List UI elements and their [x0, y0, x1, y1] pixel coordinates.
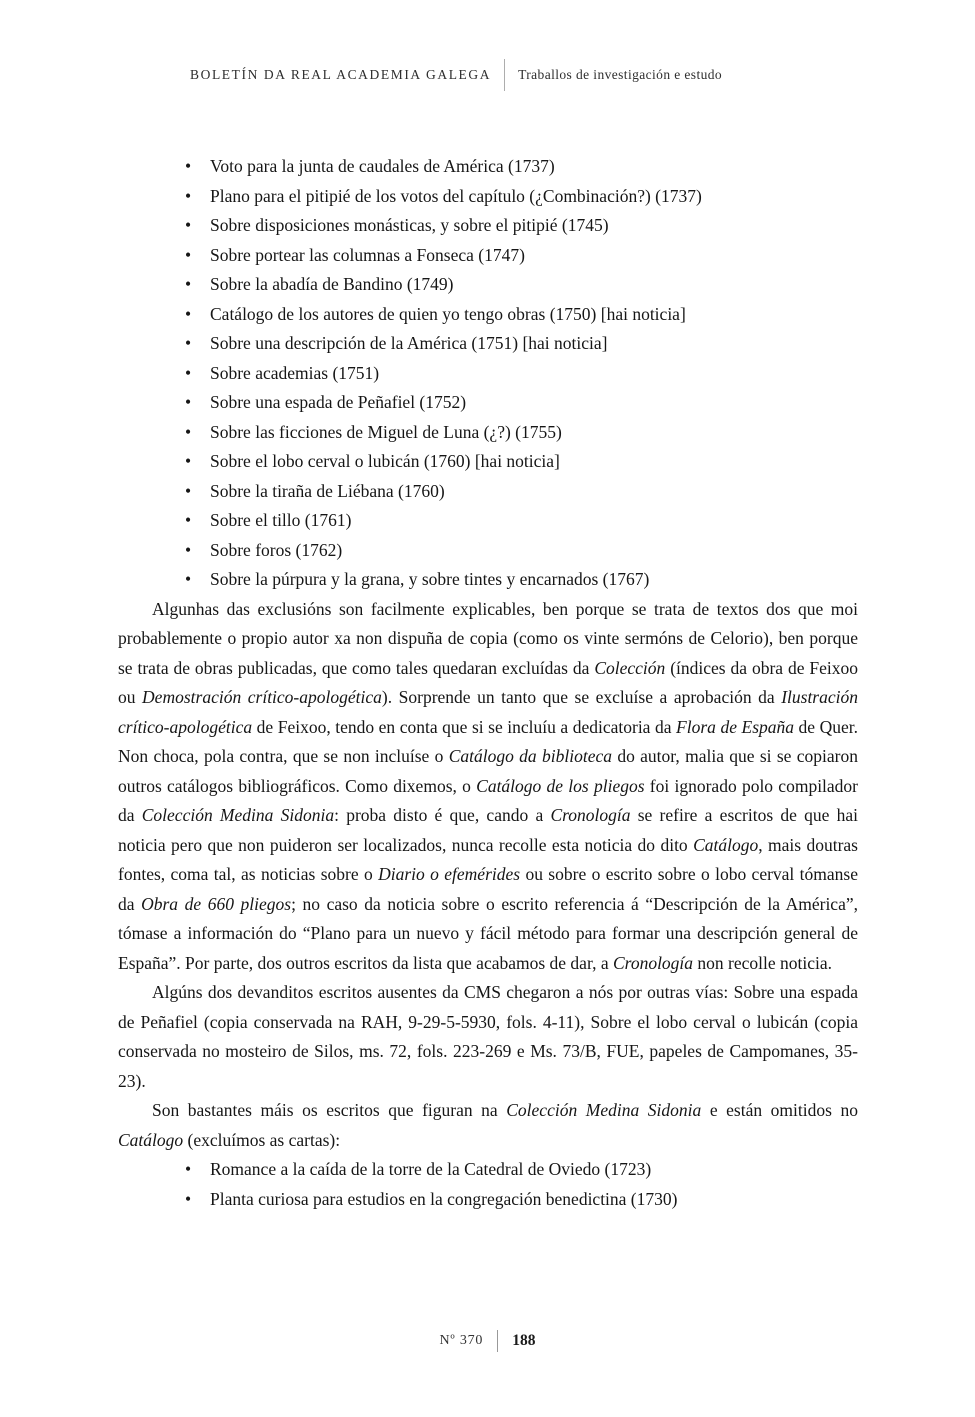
list-item — [118, 359, 858, 389]
list-item — [118, 506, 858, 536]
list-item — [118, 536, 858, 566]
bullet-icon — [185, 152, 191, 182]
bullet-icon — [185, 270, 191, 300]
bullet-icon — [185, 359, 191, 389]
bullet-icon — [185, 536, 191, 566]
bullet-icon — [185, 1185, 191, 1215]
header-divider — [504, 59, 505, 91]
list-item-text: Romance a la caída de la torre de la Catedral de Oviedo (1723) — [210, 1159, 652, 1179]
body-paragraphs — [118, 595, 858, 1156]
list-item-text: Catálogo de los autores de quien yo tengo obras (1750) [hai noticia] — [210, 303, 686, 324]
list-item-text: Sobre la púrpura y la grana, y sobre tintes y encarnados (1767) — [210, 569, 650, 589]
bullet-icon — [185, 329, 191, 359]
list-item-text: Sobre una descripción de la América (1751) [hai noticia] — [210, 333, 608, 353]
list-item-text: Sobre la tiraña de Liébana (1760) — [210, 480, 445, 501]
list-item — [118, 1155, 858, 1185]
list-item — [118, 418, 858, 448]
list-item-text: Plano para el pitipié de los votos del capítulo (¿Combinación?) (1737) — [210, 185, 702, 206]
list-item-text: Sobre la abadía de Bandino (1749) — [210, 274, 454, 294]
list-item-text: Voto para la junta de caudales de América (1737) — [210, 156, 555, 176]
works-list-secondary — [118, 1155, 858, 1214]
list-item — [118, 565, 858, 595]
bullet-icon — [185, 418, 191, 448]
paragraph: Algúns dos devanditos escritos ausentes da CMS chegaron a nós por outras vías: Sobre una espada de Peñafiel (copia conservada na RAH, 9-29-5-5930, fols. 4-11), Sobre el lobo cerval o lubicán (copia conservada no mosteiro de Silos, ms. 72, fols. 223-269 e Ms. 73/B, FUE, papeles de Campomanes, 35-23). — [118, 982, 858, 1091]
section-title: Traballos de investigación e estudo — [518, 67, 723, 82]
page-header — [190, 58, 722, 92]
list-item-text: Planta curiosa para estudios en la congregación benedictina (1730) — [210, 1188, 678, 1209]
list-item — [118, 182, 858, 212]
list-item-text: Sobre disposiciones monásticas, y sobre el pitipié (1745) — [210, 215, 609, 235]
bullet-icon — [185, 1155, 191, 1185]
list-item — [118, 477, 858, 507]
bullet-icon — [185, 388, 191, 418]
works-list-primary — [118, 152, 858, 595]
list-item — [118, 211, 858, 241]
list-item-text: Sobre el tillo (1761) — [210, 510, 352, 530]
bullet-icon — [185, 241, 191, 271]
list-item — [118, 1185, 858, 1215]
list-item-text: Sobre una espada de Peñafiel (1752) — [210, 392, 467, 412]
list-item — [118, 152, 858, 182]
bullet-icon — [185, 565, 191, 595]
list-item-text: Sobre academias (1751) — [210, 362, 380, 383]
paragraph: Algunhas das exclusións son facilmente explicables, ben porque se trata de textos dos que moi probablemente o propio autor xa non dispuña de copia (como os vinte sermóns de Celorio), ben porque se trata de obras publicadas, que como tales quedaran excluídas da Colección (índices da obra de Feixoo ou Demostración crítico-apologética). Sorprende un tanto que se excluíse a aprobación da Ilustración crítico-apologética de Feixoo, tendo en conta que si se incluíu a dedicatoria da Flora de España de Quer. Non choca, pola contra, que se non incluíse o Catálogo da biblioteca do autor, malia que si se copiaron outros catálogos bibliográficos. Como dixemos, o Catálogo de los pliegos foi ignorado polo compilador da Colección Medina Sidonia: proba disto é que, cando a Cronología se refire a escritos de que hai noticia pero que non puideron ser localizados, nunca recolle esta noticia do dito Catálogo, mais doutras fontes, coma tal, as noticias sobre o Diario o efemérides ou sobre o escrito sobre o lobo cerval tómanse da Obra de 660 pliegos; no caso da noticia sobre o escrito referencia á “Descripción de la América”, tómase a información do “Plano para un nuevo y fácil método para formar una descripción general de España”. Por parte, dos outros escritos da lista que acabamos de dar, a Cronología non recolle noticia. — [118, 598, 859, 973]
page-footer — [0, 1330, 975, 1352]
list-item-text: Sobre las ficciones de Miguel de Luna (¿?) (1755) — [210, 421, 562, 442]
bullet-icon — [185, 477, 191, 507]
bullet-icon — [185, 447, 191, 477]
list-item — [118, 300, 858, 330]
list-item — [118, 241, 858, 271]
page-number: 188 — [512, 1332, 536, 1349]
bullet-icon — [185, 506, 191, 536]
list-item — [118, 329, 858, 359]
journal-title: BOLETÍN DA REAL ACADEMIA GALEGA — [190, 67, 492, 82]
list-item — [118, 388, 858, 418]
paragraph: Son bastantes máis os escritos que figuran na Colección Medina Sidonia e están omitidos no Catálogo (excluímos as cartas): — [118, 1100, 858, 1150]
page-body — [118, 152, 858, 1214]
list-item-text: Sobre portear las columnas a Fonseca (1747) — [210, 244, 525, 265]
bullet-icon — [185, 211, 191, 241]
list-item — [118, 447, 858, 477]
list-item — [118, 270, 858, 300]
list-item-text: Sobre el lobo cerval o lubicán (1760) [hai noticia] — [210, 451, 560, 471]
issue-number: Nº 370 — [439, 1333, 484, 1348]
list-item-text: Sobre foros (1762) — [210, 539, 343, 560]
bullet-icon — [185, 182, 191, 212]
footer-divider — [497, 1330, 498, 1352]
bullet-icon — [185, 300, 191, 330]
